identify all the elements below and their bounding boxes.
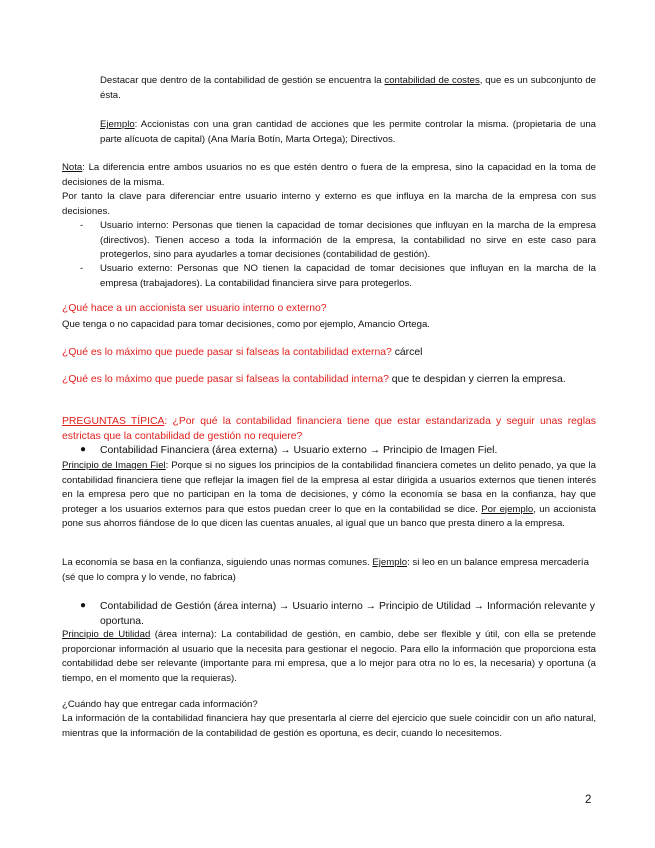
management-accounting-bullet: Contabilidad de Gestión (área interna) → Usuario interno → Principio de Utilidad → Información relevante y oportuna. (100, 601, 595, 627)
dash-bullet: - (80, 220, 84, 231)
timing-question: ¿Cuándo hay que entregar cada información? (62, 699, 258, 710)
example-text: , un accionista pone sus ahorros fiándose de lo que dicen las cuentas anuales, al igual que un banco que presta dinero a la empresa. (62, 503, 596, 530)
note-label: Nota (62, 162, 83, 173)
question-text: ¿Qué es lo máximo que puede pasar si falseas la contabilidad interna? (62, 374, 389, 385)
note-text: : La diferencia entre ambos usuarios no es que estén dentro o fuera de la empresa, sino la capacidad en la toma de decisiones de la misma. (62, 162, 596, 188)
intro-text: Destacar que dentro de la contabilidad de gestión se encuentra la (100, 75, 385, 86)
question-external-falsify (62, 346, 596, 361)
example-text: : Accionistas con una gran cantidad de acciones que les permite controlar la misma. (propietaria de una parte alícuota de capital) (Ana María Botín, Marta Ortega); Directivos. (100, 119, 596, 145)
answer-text: cárcel (391, 347, 423, 358)
typical-question-text: : ¿Por qué la contabilidad financiera tiene que estar estandarizada y seguir unas reglas estrictas que la contabilidad de gestión no requiere? (62, 416, 596, 442)
note-paragraph (62, 161, 596, 190)
note-followup: Por tanto la clave para diferenciar entre usuario interno y externo es que influya en la marcha de la empresa con sus decisiones. (62, 191, 596, 217)
economy-text: La economía se basa en la confianza, siguiendo unas normas comunes. (62, 557, 373, 568)
typical-question-label: PREGUNTAS TÍPICA (62, 416, 165, 427)
intro-example (100, 118, 596, 147)
bullet-dot: ● (80, 444, 87, 455)
fair-view-principle (62, 459, 596, 532)
typical-question (62, 415, 596, 444)
financial-accounting-bullet: Contabilidad Financiera (área externa) → Usuario externo → Principio de Imagen Fiel. (100, 445, 498, 456)
page-number: 2 (585, 794, 592, 806)
intro-paragraph (100, 74, 596, 103)
costs-accounting-term: contabilidad de costes (384, 75, 480, 86)
timing-answer: La información de la contabilidad financiera hay que presentarla al cierre del ejercicio que suele coincidir con un año natural, mientras que la información de la contabilidad de gestión es oportuna, es decir, cuando lo necesitemos. (62, 713, 596, 739)
question-text: ¿Qué es lo máximo que puede pasar si falseas la contabilidad externa? (62, 347, 392, 358)
economy-paragraph (62, 556, 596, 585)
principle-label: Principio de Imagen Fiel (62, 460, 166, 471)
question-shareholder: ¿Qué hace a un accionista ser usuario interno o externo? (62, 303, 327, 314)
example-label: Ejemplo (100, 119, 135, 130)
example-label: Por ejemplo (481, 503, 534, 515)
list-item-external-user: Usuario externo: Personas que NO tienen la capacidad de tomar decisiones que influyan en la marcha de la empresa (trabajadores). La contabilidad financiera sirve para protegerlos. (100, 263, 596, 289)
intro-text-end: , que es un subconjunto de ésta. (100, 75, 597, 101)
example-text: : si leo en un balance empresa mercadería (sé que lo compra y lo vende, no fabrica) (62, 557, 589, 583)
principle-text: : Porque si no sigues los principios de la contabilidad financiera cometes un delito penado, ya que la contabilidad financiera tiene que reflejar la imagen fiel de la empresa al estar dirigida a usuarios externos que tienen interés en la empresa pero que no participan en la toma de decisiones, y cómo la economía se basa en la confianza, hay que proteger a los usuarios externos para que estos puedan creer lo que en la contabilidad se dice. (62, 460, 596, 515)
answer-text: que te despidan y cierren la empresa. (388, 374, 566, 385)
principle-label: Principio de Utilidad (62, 629, 151, 640)
example-label: Ejemplo (372, 557, 408, 568)
question-internal-falsify (62, 373, 596, 388)
utility-principle (62, 628, 596, 686)
principle-text: (área interna): La contabilidad de gestión, en cambio, debe ser flexible y útil, con ella se pretende proporcionar información al usuario que la necesita para gestionar el negocio. Para ello la información que proporciona esta contabilidad debe ser relevante (importante para mi empresa, que a lo mejor para otra no lo es, la necesaria) y oportuna (a tiempo, en el momento que la requieras). (62, 629, 597, 684)
answer-shareholder: Que tenga o no capacidad para tomar decisiones, como por ejemplo, Amancio Ortega. (62, 319, 430, 330)
dash-bullet: - (80, 263, 84, 274)
bullet-dot: ● (80, 600, 87, 611)
list-item-internal-user: Usuario interno: Personas que tienen la capacidad de tomar decisiones que influyan en la marcha de la empresa (directivos). Tienen acceso a toda la información de la empresa, la contabilidad no sirve en este caso para protegerlos, sino para ayudarles a tomar decisiones (contabilidad de gestión). (100, 220, 596, 261)
